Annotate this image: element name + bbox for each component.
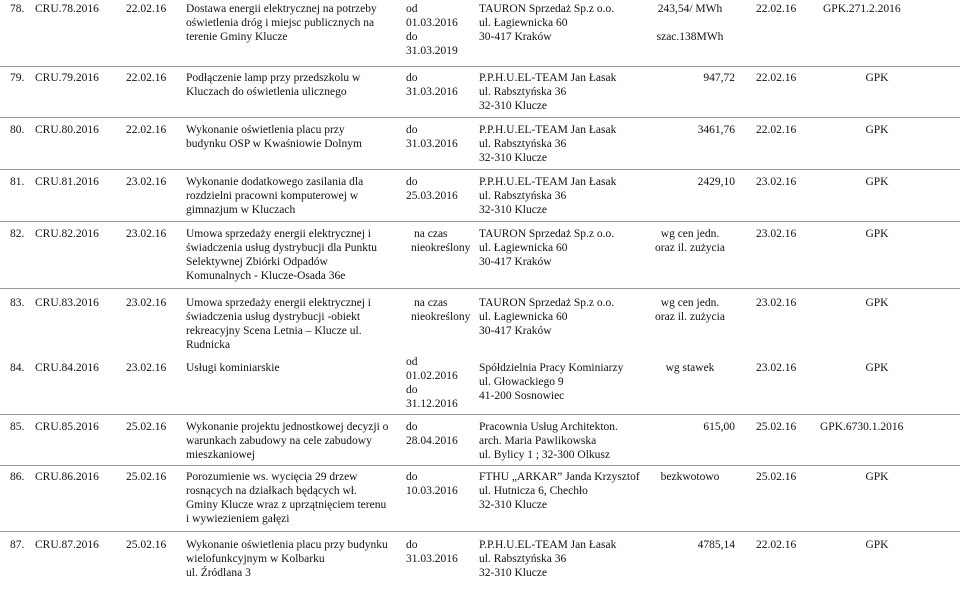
signing-date: 23.02.16	[756, 228, 797, 240]
gpk-reference: GPK.6730.1.2016	[820, 421, 904, 433]
contract-description: Umowa sprzedaży energii elektrycznej i świadczenia usług dystrybucji dla Punktu Selektywnej Zbiórki Odpadów Komunalnych - Klucze-Osada 36e	[186, 228, 377, 282]
contract-description: Dostawa energii elektrycznej na potrzeby oświetlenia dróg i miejsc publicznych na terenie Gminy Klucze	[186, 3, 377, 43]
contract-id: CRU.87.2016	[35, 539, 99, 551]
contractor: Spółdzielnia Pracy Kominiarzy ul. Głowackiego 9 41-200 Sosnowiec	[479, 362, 624, 402]
contract-description: Podłączenie lamp przy przedszkolu w Kluczach do oświetlenia ulicznego	[186, 72, 361, 98]
contract-period: od 01.02.2016 do 31.12.2016	[406, 356, 458, 410]
contract-value: 2429,10	[697, 176, 735, 188]
row-number: 83.	[10, 297, 25, 309]
contract-date: 23.02.16	[126, 176, 167, 188]
signing-date: 25.02.16	[756, 421, 797, 433]
contract-period: do 31.03.2016	[406, 124, 458, 150]
row-number: 84.	[10, 362, 25, 374]
contract-value: wg cen jedn. oraz il. zużycia	[655, 297, 725, 323]
gpk-reference: GPK	[865, 362, 889, 374]
contract-period: na czas nieokreślony	[411, 297, 471, 323]
gpk-reference: GPK	[865, 297, 889, 309]
contract-id: CRU.80.2016	[35, 124, 99, 136]
signing-date: 25.02.16	[756, 471, 797, 483]
contract-value: bezkwotowo	[660, 471, 720, 483]
contract-date: 25.02.16	[126, 421, 167, 433]
contract-id: CRU.78.2016	[35, 3, 99, 15]
contract-id: CRU.82.2016	[35, 228, 99, 240]
contract-id: CRU.81.2016	[35, 176, 99, 188]
signing-date: 23.02.16	[756, 297, 797, 309]
contractor: Pracownia Usług Architekton. arch. Maria Pawlikowska ul. Bylicy 1 ; 32-300 Olkusz	[479, 421, 618, 461]
contractor: FTHU „ARKAR” Janda Krzysztof ul. Hutnicza 6, Chechło 32-310 Klucze	[479, 471, 640, 511]
row-divider	[0, 221, 960, 222]
contract-description: Wykonanie oświetlenia placu przy budynku wielofunkcyjnym w Kolbarku ul. Źródlana 3	[186, 539, 388, 579]
contract-id: CRU.84.2016	[35, 362, 99, 374]
contractor: TAURON Sprzedaż Sp.z o.o. ul. Łagiewnicka 60 30-417 Kraków	[479, 297, 615, 337]
row-number: 87.	[10, 539, 25, 551]
row-number: 85.	[10, 421, 25, 433]
contract-date: 22.02.16	[126, 3, 167, 15]
signing-date: 22.02.16	[756, 124, 797, 136]
contract-period: do 31.03.2016	[406, 72, 458, 98]
contractor: P.P.H.U.EL-TEAM Jan Łasak ul. Rabsztyńska 36 32-310 Klucze	[479, 176, 617, 216]
row-number: 86.	[10, 471, 25, 483]
contract-id: CRU.86.2016	[35, 471, 99, 483]
gpk-reference: GPK	[865, 228, 889, 240]
contractor: TAURON Sprzedaż Sp.z o.o. ul. Łagiewnicka 60 30-417 Kraków	[479, 228, 615, 268]
contract-description: Umowa sprzedaży energii elektrycznej i świadczenia usług dystrybucji -obiekt rekreacyjny Scena Letnia – Klucze ul. Rudnicka	[186, 297, 371, 351]
gpk-reference: GPK	[865, 124, 889, 136]
row-divider	[0, 169, 960, 170]
contract-value: wg cen jedn. oraz il. zużycia	[655, 228, 725, 254]
contract-description: Wykonanie dodatkowego zasilania dla rozdzielni pracowni komputerowej w gimnazjum w Kluczach	[186, 176, 364, 216]
row-number: 78.	[10, 3, 25, 15]
contractor: P.P.H.U.EL-TEAM Jan Łasak ul. Rabsztyńska 36 32-310 Klucze	[479, 539, 617, 579]
contractor: TAURON Sprzedaż Sp.z o.o. ul. Łagiewnicka 60 30-417 Kraków	[479, 3, 615, 43]
signing-date: 22.02.16	[756, 72, 797, 84]
contract-value: 243,54/ MWh szac.138MWh	[656, 3, 724, 43]
contract-description: Wykonanie projektu jednostkowej decyzji o warunkach zabudowy na cele zabudowy mieszkaniowej	[186, 421, 389, 461]
contract-value: 947,72	[703, 72, 735, 84]
gpk-reference: GPK	[865, 471, 889, 483]
row-number: 79.	[10, 72, 25, 84]
signing-date: 22.02.16	[756, 539, 797, 551]
contract-description: Wykonanie oświetlenia placu przy budynku OSP w Kwaśniowie Dolnym	[186, 124, 362, 150]
contract-id: CRU.79.2016	[35, 72, 99, 84]
contractor: P.P.H.U.EL-TEAM Jan Łasak ul. Rabsztyńska 36 32-310 Klucze	[479, 72, 617, 112]
contract-period: do 25.03.2016	[406, 176, 458, 202]
contract-date: 23.02.16	[126, 228, 167, 240]
signing-date: 23.02.16	[756, 362, 797, 374]
contract-date: 22.02.16	[126, 72, 167, 84]
contract-id: CRU.85.2016	[35, 421, 99, 433]
signing-date: 22.02.16	[756, 3, 797, 15]
row-number: 82.	[10, 228, 25, 240]
row-divider	[0, 117, 960, 118]
contract-date: 22.02.16	[126, 124, 167, 136]
contract-description: Usługi kominiarskie	[186, 362, 280, 374]
gpk-reference: GPK	[865, 72, 889, 84]
contract-value: 4785,14	[697, 539, 735, 551]
contract-value: wg stawek	[665, 362, 715, 374]
contract-date: 23.02.16	[126, 362, 167, 374]
row-divider	[0, 465, 960, 466]
row-number: 80.	[10, 124, 25, 136]
gpk-reference: GPK	[865, 176, 889, 188]
contract-period: do 31.03.2016	[406, 539, 458, 565]
contract-value: 615,00	[703, 421, 735, 433]
row-number: 81.	[10, 176, 25, 188]
contract-date: 23.02.16	[126, 297, 167, 309]
row-divider	[0, 66, 960, 67]
contract-date: 25.02.16	[126, 471, 167, 483]
contract-description: Porozumienie ws. wycięcia 29 drzew rosnących na działkach będących wł. Gminy Klucze wraz z uprzątnięciem terenu i wywiezieniem gałęzi	[186, 471, 387, 525]
contract-value: 3461,76	[697, 124, 735, 136]
row-divider	[0, 414, 960, 415]
contract-date: 25.02.16	[126, 539, 167, 551]
contract-period: do 28.04.2016	[406, 421, 458, 447]
gpk-reference: GPK	[865, 539, 889, 551]
contract-period: na czas nieokreślony	[411, 228, 471, 254]
gpk-reference: GPK.271.2.2016	[823, 3, 901, 15]
contract-period: od 01.03.2016 do 31.03.2019	[406, 3, 458, 57]
contractor: P.P.H.U.EL-TEAM Jan Łasak ul. Rabsztyńska 36 32-310 Klucze	[479, 124, 617, 164]
contract-period: do 10.03.2016	[406, 471, 458, 497]
row-divider	[0, 531, 960, 532]
contract-id: CRU.83.2016	[35, 297, 99, 309]
row-divider	[0, 288, 960, 289]
signing-date: 23.02.16	[756, 176, 797, 188]
